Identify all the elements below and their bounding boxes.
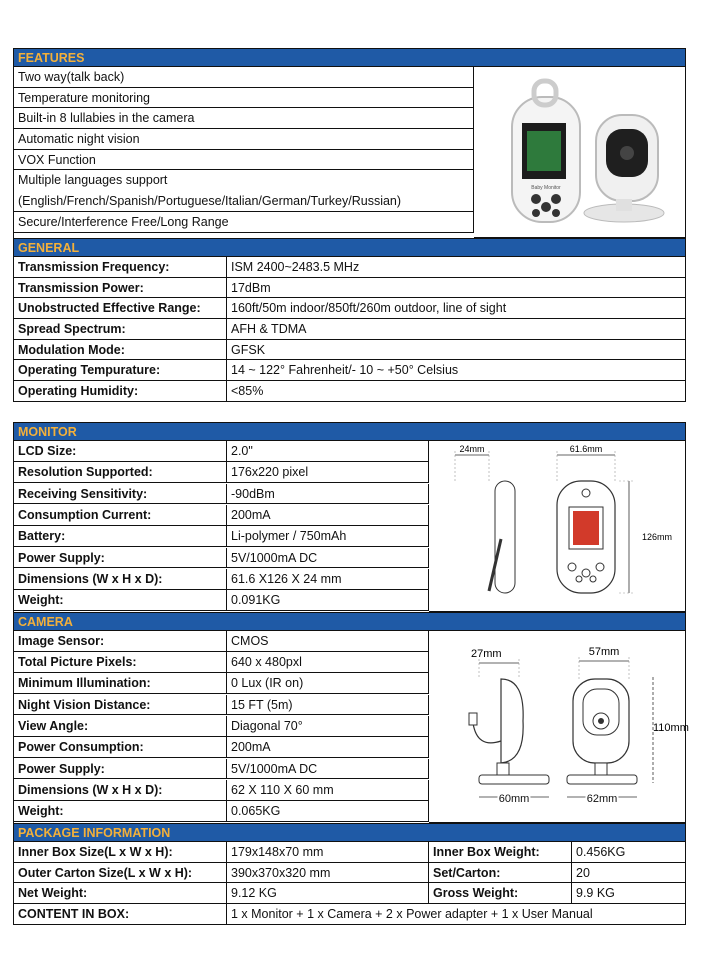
package-value: 9.12 KG [227, 883, 429, 904]
camera-value: 640 x 480pxl [227, 652, 429, 673]
camera-value: 5V/1000mA DC [227, 759, 429, 780]
general-label: Modulation Mode: [14, 340, 227, 361]
monitor-table [13, 441, 686, 612]
features-table [13, 67, 686, 238]
package-label: Outer Carton Size(L x W x H): [14, 863, 227, 884]
monitor-height-label: 126mm [641, 531, 673, 542]
spec-sheet [13, 48, 689, 925]
monitor-label: Battery: [14, 526, 227, 547]
monitor-specs [14, 441, 429, 612]
camera-width-label: 57mm [588, 645, 620, 658]
monitor-value: 5V/1000mA DC [227, 548, 429, 569]
package-value: 20 [572, 863, 685, 884]
monitor-label: Resolution Supported: [14, 462, 227, 483]
camera-label: Total Picture Pixels: [14, 652, 227, 673]
features-header: FEATURES [13, 48, 686, 67]
camera-dimension-drawing [429, 631, 689, 817]
camera-depth-label: 27mm [471, 647, 502, 660]
monitor-value: 2.0" [227, 441, 429, 462]
camera-label: Weight: [14, 801, 227, 822]
package-value: 390x370x320 mm [227, 863, 429, 884]
general-label: Operating Humidity: [14, 381, 227, 402]
general-value: AFH & TDMA [227, 319, 685, 340]
section-gap [13, 402, 686, 422]
camera-value: 0 Lux (IR on) [227, 673, 429, 694]
camera-diagram [429, 631, 689, 823]
feature-row: Built-in 8 lullabies in the camera [14, 108, 474, 129]
camera-specs [14, 631, 429, 823]
package-header: PACKAGE INFORMATION [13, 823, 686, 842]
feature-row: Temperature monitoring [14, 88, 474, 109]
monitor-dimension-drawing [429, 441, 685, 606]
package-table [13, 842, 686, 925]
monitor-label: Weight: [14, 590, 227, 611]
camera-value: 15 FT (5m) [227, 695, 429, 716]
general-table [13, 257, 686, 402]
camera-base-depth-label: 60mm [498, 792, 530, 805]
camera-value: CMOS [227, 631, 429, 652]
camera-value: Diagonal 70° [227, 716, 429, 737]
camera-label: Minimum Illumination: [14, 673, 227, 694]
package-value: 0.456KG [572, 842, 685, 863]
feature-row: (English/French/Spanish/Portuguese/Italian/German/Turkey/Russian) [14, 191, 474, 212]
features-list [14, 67, 474, 238]
monitor-header: MONITOR [13, 422, 686, 441]
camera-label: Power Supply: [14, 759, 227, 780]
feature-row: Secure/Interference Free/Long Range [14, 212, 474, 233]
monitor-label: LCD Size: [14, 441, 227, 462]
general-label: Transmission Frequency: [14, 257, 227, 278]
monitor-label: Receiving Sensitivity: [14, 484, 227, 505]
package-label: Inner Box Weight: [429, 842, 572, 863]
package-value: 179x148x70 mm [227, 842, 429, 863]
camera-value: 200mA [227, 737, 429, 758]
package-label: Inner Box Size(L x W x H): [14, 842, 227, 863]
general-value: ISM 2400~2483.5 MHz [227, 257, 685, 278]
general-value: GFSK [227, 340, 685, 361]
monitor-value: 0.091KG [227, 590, 429, 611]
camera-value: 62 X 110 X 60 mm [227, 780, 429, 801]
monitor-value: 61.6 X126 X 24 mm [227, 569, 429, 590]
package-label: Net Weight: [14, 883, 227, 904]
product-photo-image [474, 67, 686, 232]
camera-label: Image Sensor: [14, 631, 227, 652]
camera-label: Night Vision Distance: [14, 695, 227, 716]
general-label: Unobstructed Effective Range: [14, 298, 227, 319]
package-label: Gross Weight: [429, 883, 572, 904]
monitor-label: Dimensions (W x H x D): [14, 569, 227, 590]
feature-row: VOX Function [14, 150, 474, 171]
monitor-label: Power Supply: [14, 548, 227, 569]
general-header: GENERAL [13, 238, 686, 257]
brand-label: Baby Monitor [531, 185, 561, 191]
camera-header: CAMERA [13, 612, 686, 631]
camera-label: Power Consumption: [14, 737, 227, 758]
content-value: 1 x Monitor + 1 x Camera + 2 x Power adapter + 1 x User Manual [227, 904, 685, 925]
general-value: <85% [227, 381, 685, 402]
monitor-diagram [429, 441, 685, 612]
product-photo [474, 67, 686, 238]
general-value: 14 ~ 122° Fahrenheit/- 10 ~ +50° Celsius [227, 360, 685, 381]
monitor-width-label: 61.6mm [569, 443, 603, 454]
general-label: Operating Tempurature: [14, 360, 227, 381]
feature-row: Two way(talk back) [14, 67, 474, 88]
general-label: Spread Spectrum: [14, 319, 227, 340]
monitor-depth-label: 24mm [459, 443, 485, 454]
camera-height-label: 110mm [653, 721, 689, 734]
monitor-value: Li-polymer / 750mAh [227, 526, 429, 547]
feature-row: Multiple languages support [14, 170, 474, 191]
monitor-label: Consumption Current: [14, 505, 227, 526]
feature-row: Automatic night vision [14, 129, 474, 150]
monitor-value: 176x220 pixel [227, 462, 429, 483]
content-label: CONTENT IN BOX: [14, 904, 227, 925]
camera-value: 0.065KG [227, 801, 429, 822]
camera-base-width-label: 62mm [586, 792, 618, 805]
package-label: Set/Carton: [429, 863, 572, 884]
camera-label: View Angle: [14, 716, 227, 737]
camera-table [13, 631, 689, 823]
camera-label: Dimensions (W x H x D): [14, 780, 227, 801]
general-value: 160ft/50m indoor/850ft/260m outdoor, line of sight [227, 298, 685, 319]
monitor-value: -90dBm [227, 484, 429, 505]
monitor-value: 200mA [227, 505, 429, 526]
general-value: 17dBm [227, 278, 685, 299]
general-label: Transmission Power: [14, 278, 227, 299]
package-value: 9.9 KG [572, 883, 685, 904]
